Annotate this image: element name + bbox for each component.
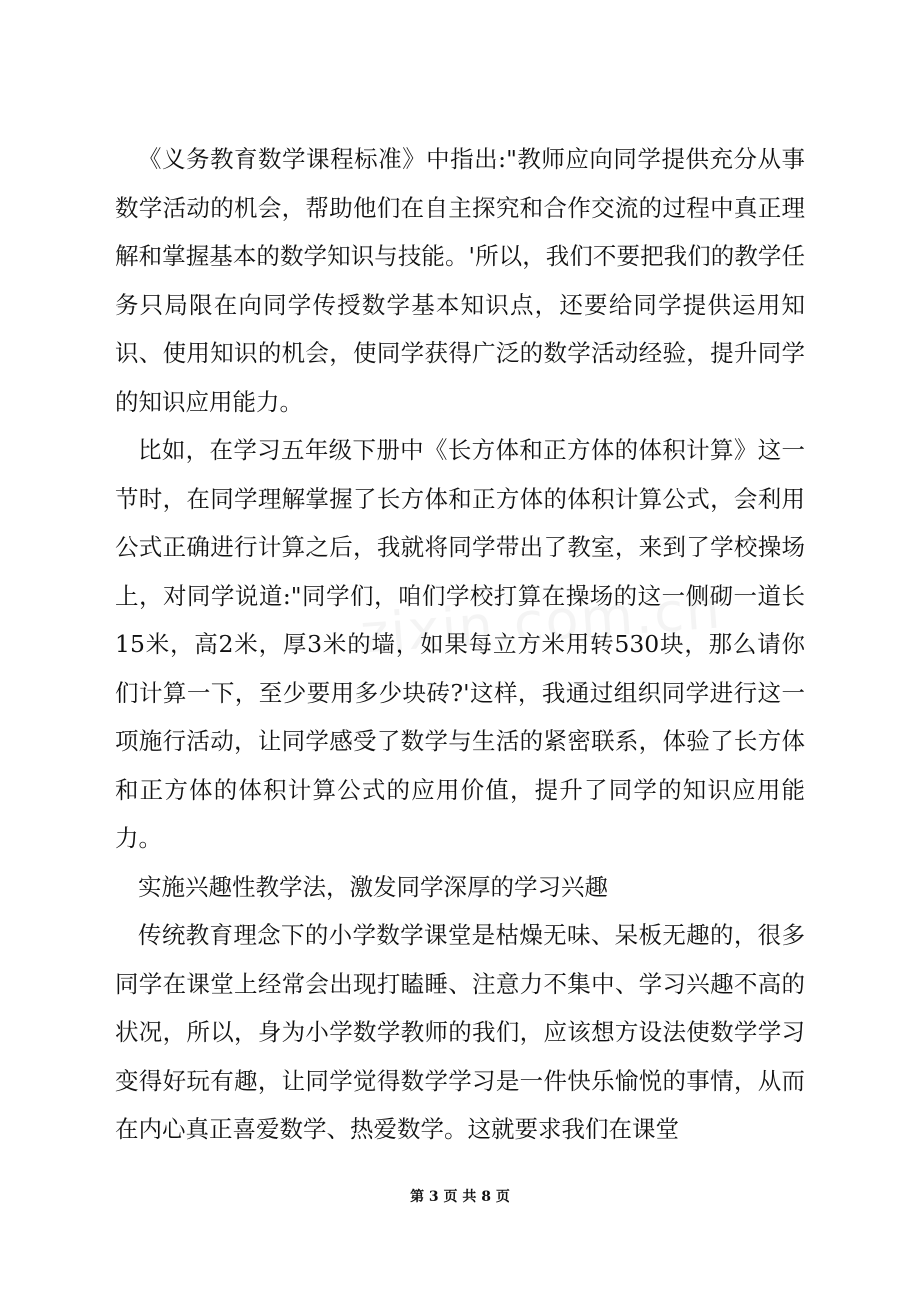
page-number-footer: 第 3 页 共 8 页 (410, 1189, 510, 1205)
section-heading-interest-teaching: 实施兴趣性教学法，激发同学深厚的学习兴趣 (138, 872, 608, 901)
paragraph-traditional-classroom: 传统教育理念下的小学数学课堂是枯燥无味、呆板无趣的，很多同学在课堂上经常会出现打瞌睡、注意力不集中、学习兴趣不高的状况，所以，身为小学数学教师的我们，应该想方设法使数学学习变得好玩有趣，让同学觉得数学学习是一件快乐愉悦的事情，从而在内心真正喜爱数学、热爱数学。这就要求我们在课堂 (115, 921, 805, 1143)
paragraph-volume-example: 比如，在学习五年级下册中《长方体和正方体的体积计算》这一节时，在同学理解掌握了长方体和正方体的体积计算公式，会利用公式正确进行计算之后，我就将同学带出了教室，来到了学校操场上，对同学说道:"同学们，咱们学校打算在操场的这一侧砌一道长15米，高2米，厚3米的墙，如果每立方米用转530块，那么请你们计算一下，至少要用多少块砖?'这样，我通过组织同学进行这一项施行活动，让同学感受了数学与生活的紧密联系，体验了长方体和正方体的体积计算公式的应用价值，提升了同学的知识应用能力。 (115, 436, 805, 852)
paragraph-curriculum-standard: 《义务教育数学课程标准》中指出:"教师应向同学提供充分从事数学活动的机会，帮助他们在自主探究和合作交流的过程中真正理解和掌握基本的数学知识与技能。'所以，我们不要把我们的教学任务只局限在向同学传授数学基本知识点，还要给同学提供运用知识、使用知识的机会，使同学获得广泛的数学活动经验，提升同学的知识应用能力。 (115, 145, 805, 416)
document-body (115, 135, 805, 1154)
